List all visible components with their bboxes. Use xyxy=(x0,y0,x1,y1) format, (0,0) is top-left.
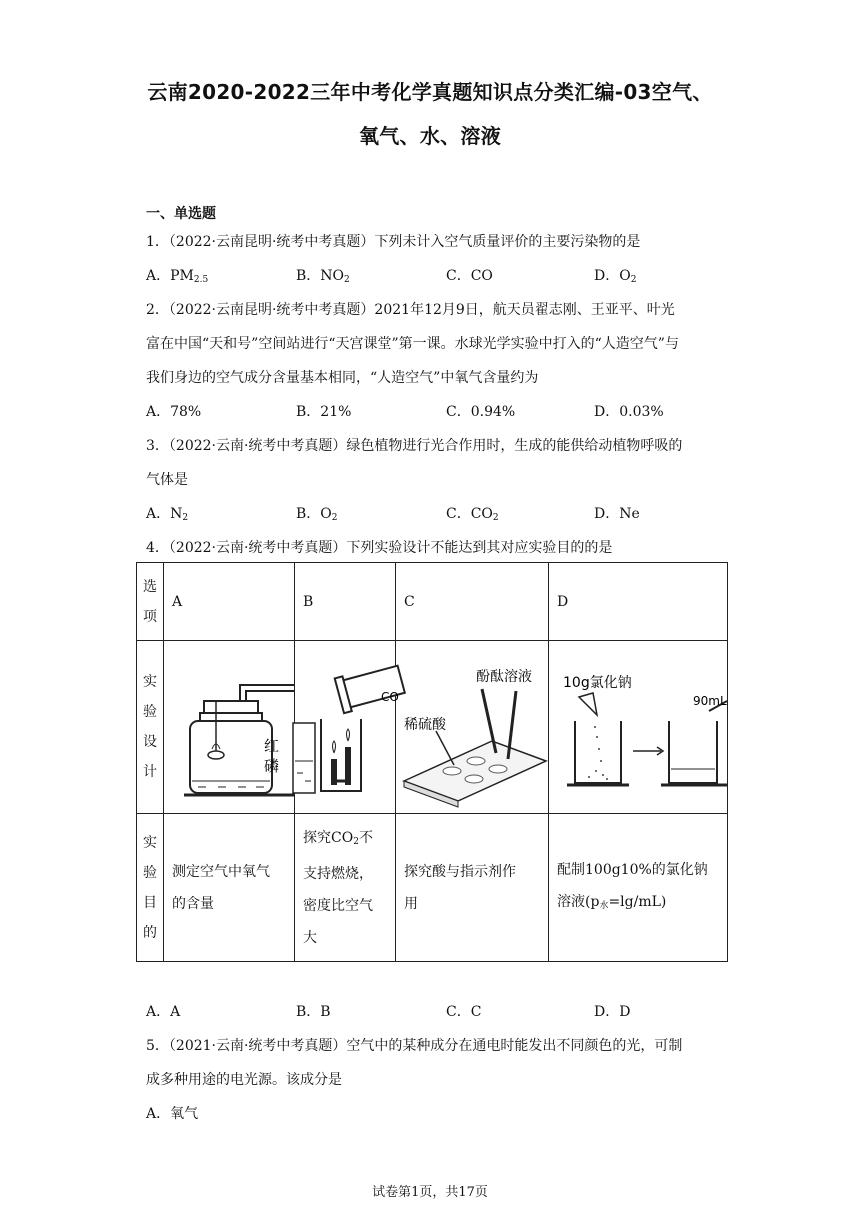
co2-beaker-icon xyxy=(295,641,399,809)
q1-option-c: C．CO xyxy=(446,268,493,284)
q2-option-d: D．0.03% xyxy=(594,404,664,420)
q3-option-c: C．$CO_2$ xyxy=(446,506,499,523)
q3-stem-line2: 气体是 xyxy=(146,472,188,488)
q4-option-a: A．A xyxy=(146,1004,181,1020)
row-head-design: 实 验 设 计 xyxy=(137,641,164,814)
q2-stem-line2: 富在中国“天和号”空间站进行“天宫课堂”第一课。水球光学实验中打入的“人造空气”与 xyxy=(146,336,679,352)
q4-stem: 4．（2022·云南·统考中考真题）下列实验设计不能达到其对应实验目的的是 xyxy=(146,540,613,556)
col-c-header: C xyxy=(396,563,549,641)
q5-stem-line1: 5．（2021·云南·统考中考真题）空气中的某种成分在通电时能发出不同颜色的光，可制 xyxy=(146,1038,683,1054)
section-heading: 一、单选题 xyxy=(146,206,216,222)
water-volume-label: 90mL xyxy=(693,694,727,708)
diagram-b xyxy=(295,641,399,814)
diagram-c xyxy=(396,641,549,814)
diagram-d xyxy=(549,641,728,814)
q4-table xyxy=(136,562,728,962)
phosphorus-jar-icon xyxy=(164,641,294,809)
q3-stem-line1: 3．（2022·云南·统考中考真题）绿色植物进行光合作用时，生成的能供给动植物呼吸的 xyxy=(146,438,683,454)
solution-prep-icon xyxy=(549,641,727,809)
purpose-b: 探究$CO_2$不 支持燃烧， 密度比空气 大 xyxy=(295,814,396,962)
purpose-d: 配制100g10%的氯化钠 溶液$(p_水=\lg/mL)$ xyxy=(549,814,728,962)
col-d-header: D xyxy=(549,563,728,641)
page-footer: 试卷第1页，共17页 xyxy=(372,1185,488,1200)
nacl-label: 10g氯化钠 xyxy=(563,675,632,691)
q1-option-b: B．$NO_2$ xyxy=(296,268,350,285)
row-head-purpose: 实 验 目 的 xyxy=(137,814,164,962)
q4-option-d: D．D xyxy=(594,1004,631,1020)
q1-option-a: A．$PM_{2.5}$ xyxy=(146,268,209,285)
row-head-option: 选 项 xyxy=(137,563,164,641)
q5-option-a: A．氧气 xyxy=(146,1106,199,1122)
phenolphthalein-label: 酚酞溶液 xyxy=(476,669,532,685)
col-a-header: A xyxy=(164,563,295,641)
q2-stem-line3: 我们身边的空气成分含量基本相同，“人造空气”中氧气含量约为 xyxy=(146,370,539,386)
diagram-a xyxy=(164,641,295,814)
col-b-header: B xyxy=(295,563,396,641)
spot-plate-icon xyxy=(396,641,548,809)
purpose-c: 探究酸与指示剂作 用 xyxy=(396,814,549,962)
q1-stem: 1．（2022·云南昆明·统考中考真题）下列未计入空气质量评价的主要污染物的是 xyxy=(146,234,641,250)
q2-stem-line1: 2．（2022·云南昆明·统考中考真题）2021年12月9日，航天员翟志刚、王亚平、叶光 xyxy=(146,302,675,318)
doc-title-line2: 氧气、水、溶液 xyxy=(358,124,502,148)
co2-label: CO xyxy=(381,690,399,704)
red-label: 红 xyxy=(264,737,280,755)
sulfuric-acid-label: 稀硫酸 xyxy=(404,717,446,733)
q1-option-d: D．$O_2$ xyxy=(594,268,637,285)
q4-option-b: B．B xyxy=(296,1004,331,1020)
q2-option-b: B．21% xyxy=(296,404,352,420)
q2-option-a: A．78% xyxy=(146,404,202,420)
q3-option-b: B．$O_2$ xyxy=(296,506,338,523)
q3-option-d: D．Ne xyxy=(594,506,640,522)
purpose-a: 测定空气中氧气 的含量 xyxy=(164,814,295,962)
q3-option-a: A．$N_2$ xyxy=(146,506,189,523)
doc-title-line1: 云南2020-2022三年中考化学真题知识点分类汇编-03空气、 xyxy=(147,80,713,104)
phosphorus-label: 磷 xyxy=(264,757,280,775)
q2-option-c: C．0.94% xyxy=(446,404,516,420)
q5-stem-line2: 成多种用途的电光源。该成分是 xyxy=(146,1072,342,1088)
q4-option-c: C．C xyxy=(446,1004,482,1020)
